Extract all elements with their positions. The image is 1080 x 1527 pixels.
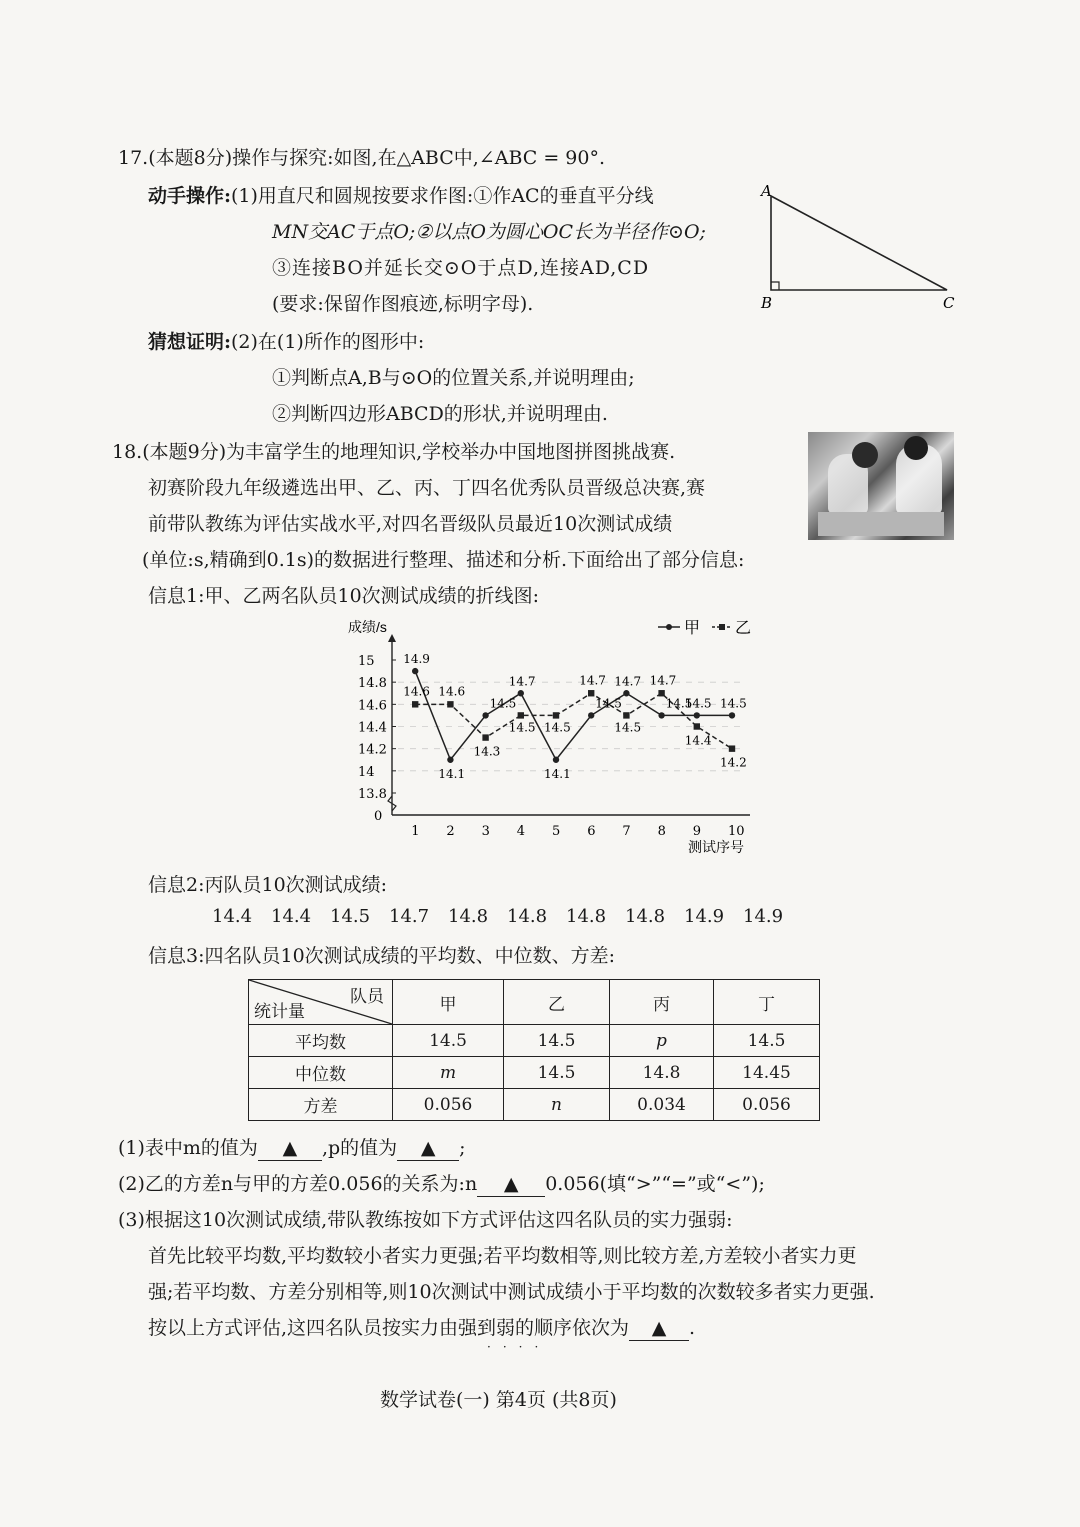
data-label: 14.4	[684, 733, 712, 748]
point-jia	[694, 712, 700, 718]
table-cell: 0.056	[714, 1089, 820, 1121]
bing-score: 14.7	[389, 906, 430, 927]
corner-top-label: 队员	[350, 987, 384, 1007]
line-chart	[340, 612, 780, 862]
x-tick-label: 10	[728, 824, 745, 839]
right-angle-mark	[771, 282, 779, 290]
point-yi	[518, 712, 524, 718]
y-tick-label: 0	[374, 809, 383, 824]
bing-score: 14.4	[212, 906, 253, 927]
x-tick-label: 3	[481, 824, 490, 839]
table-cell: 14.5	[714, 1025, 820, 1057]
legend-marker-jia	[666, 624, 672, 630]
q18-line2: 初赛阶段九年级遴选出甲、乙、丙、丁四名优秀队员晋级总决赛,赛	[148, 477, 706, 499]
data-label: 14.5	[684, 696, 712, 711]
y-tick-label: 14.2	[358, 742, 387, 758]
data-label: 14.5	[614, 720, 642, 735]
x-tick-label: 1	[411, 824, 420, 839]
info1-text: 信息1:甲、乙两名队员10次测试成绩的折线图:	[148, 585, 540, 607]
y-tick-label: 13.8	[358, 787, 387, 802]
x-tick-label: 7	[622, 824, 631, 839]
x-tick-label: 6	[587, 824, 596, 839]
page-footer: 数学试卷(一) 第4页 (共8页)	[380, 1389, 617, 1411]
data-label: 14.6	[403, 684, 430, 699]
answer-blank[interactable]: ▲	[397, 1136, 459, 1161]
triangle-abc	[771, 196, 947, 290]
point-yi	[658, 690, 664, 696]
data-label: 14.5	[508, 720, 536, 735]
q18-line3: 前带队教练为评估实战水平,对四名晋级队员最近10次测试成绩	[148, 513, 673, 535]
table-cell: 0.034	[610, 1089, 714, 1121]
sub-question-3-line1: 首先比较平均数,平均数较小者实力更强;若平均数相等,则比较方差,方差较小者实力更	[148, 1245, 857, 1267]
bing-score: 14.9	[743, 906, 784, 927]
point-jia	[553, 757, 559, 763]
y-tick-label: 14	[358, 764, 375, 780]
data-label: 14.7	[508, 674, 536, 689]
point-jia	[447, 757, 453, 763]
data-label: 14.5	[595, 696, 622, 711]
point-yi	[447, 701, 453, 707]
q17-title: 17.(本题8分)操作与探究:如图,在△ABC中,∠ABC = 90°.	[118, 147, 606, 169]
stats-table	[248, 979, 820, 1121]
data-label: 14.5	[665, 696, 693, 711]
row-label: 方差	[249, 1089, 393, 1121]
vertex-label-b: B	[761, 294, 773, 312]
sub-question-2: (2)乙的方差n与甲的方差0.056的关系为:n ▲ 0.056(填“>”“=”或“<”);	[118, 1173, 765, 1195]
data-label: 14.5	[489, 696, 517, 711]
point-jia	[518, 690, 524, 696]
column-header: 丁	[714, 980, 820, 1025]
data-label: 14.5	[720, 696, 747, 711]
data-label: 14.7	[614, 674, 642, 689]
q17-conjecture-line3: ②判断四边形ABCD的形状,并说明理由.	[272, 403, 608, 425]
column-header: 甲	[393, 980, 504, 1025]
legend-label-yi: 乙	[735, 618, 752, 637]
table-cell: 14.5	[504, 1025, 610, 1057]
legend-label-jia: 甲	[684, 618, 701, 637]
row-label: 中位数	[249, 1057, 393, 1089]
table-cell: 14.8	[610, 1057, 714, 1089]
x-tick-label: 8	[657, 824, 666, 839]
vertex-label-c: C	[943, 294, 955, 312]
table-row	[249, 1057, 820, 1089]
point-yi	[482, 734, 488, 740]
bing-score: 14.8	[448, 906, 489, 927]
point-yi	[588, 690, 594, 696]
point-yi	[623, 712, 629, 718]
data-label: 14.9	[403, 652, 430, 667]
sub-question-3: (3)根据这10次测试成绩,带队教练按如下方式评估这四名队员的实力强弱:	[118, 1209, 733, 1231]
bing-score: 14.5	[330, 906, 371, 927]
data-label: 14.1	[544, 766, 571, 781]
bing-score: 14.8	[625, 906, 666, 927]
legend-marker-yi	[719, 624, 725, 630]
table-corner-cell	[249, 980, 393, 1025]
x-tick-label: 9	[692, 824, 702, 839]
point-jia	[729, 712, 735, 718]
data-label: 14.7	[579, 673, 606, 688]
point-jia	[658, 712, 664, 718]
q17-operation-line1: 动手操作:(1)用直尺和圆规按要求作图:①作AC的垂直平分线	[148, 185, 654, 207]
contest-photo	[808, 432, 954, 540]
sub-question-3-line2: 强;若平均数、方差分别相等,则10次测试中测试成绩小于平均数的次数较多者实力更强.	[148, 1281, 875, 1303]
table-cell: p	[610, 1025, 714, 1057]
column-header: 丙	[610, 980, 714, 1025]
point-yi	[412, 701, 418, 707]
point-jia	[623, 690, 629, 696]
point-jia	[588, 712, 594, 718]
data-label: 14.3	[473, 744, 501, 759]
table-cell: 14.45	[714, 1057, 820, 1089]
x-tick-label: 2	[446, 824, 455, 839]
sub-question-3-line3: 按以上方式评估,这四名队员按实力由强到弱的顺序依次为 ▲ .	[148, 1317, 696, 1339]
table-cell: m	[393, 1057, 504, 1089]
vertex-label-a: A	[761, 182, 772, 200]
bing-scores-row	[212, 906, 802, 927]
q18-title: 18.(本题9分)为丰富学生的地理知识,学校举办中国地图拼图挑战赛.	[112, 441, 676, 463]
answer-blank[interactable]: ▲	[258, 1136, 322, 1161]
emphasis-dots: ····	[487, 1340, 551, 1354]
point-yi	[694, 723, 700, 729]
x-tick-label: 5	[552, 824, 561, 839]
point-jia	[412, 668, 418, 674]
column-header: 乙	[504, 980, 610, 1025]
q17-operation-line4: (要求:保留作图痕迹,标明字母).	[272, 293, 534, 315]
table-row	[249, 1025, 820, 1057]
answer-blank[interactable]: ▲	[477, 1172, 545, 1197]
corner-bottom-label: 统计量	[254, 1002, 305, 1022]
data-label: 14.1	[438, 766, 466, 781]
y-axis-arrow	[388, 634, 396, 642]
y-tick-label: 15	[358, 654, 375, 669]
table-cell: 14.5	[393, 1025, 504, 1057]
x-tick-label: 4	[516, 824, 526, 839]
chart-legend	[658, 618, 751, 637]
bing-score: 14.4	[271, 906, 312, 927]
q18-line4: (单位:s,精确到0.1s)的数据进行整理、描述和分析.下面给出了部分信息:	[142, 549, 745, 571]
q17-conjecture-line2: ①判断点A,B与⊙O的位置关系,并说明理由;	[272, 367, 635, 389]
chart-ylabel: 成绩/s	[348, 619, 387, 635]
chart-xlabel: 测试序号	[688, 839, 744, 855]
point-yi	[553, 712, 559, 718]
bing-score: 14.8	[566, 906, 607, 927]
triangle-abc-figure	[755, 182, 975, 312]
bing-score: 14.8	[507, 906, 548, 927]
data-label: 14.2	[720, 755, 747, 770]
point-jia	[482, 712, 488, 718]
answer-blank[interactable]: ▲	[629, 1316, 689, 1341]
point-yi	[729, 745, 735, 751]
q17-operation-line2: MN交AC于点O;②以点O为圆心OC长为半径作⊙O;	[272, 221, 706, 243]
y-tick-label: 14.6	[358, 698, 387, 714]
sub-question-1: (1)表中m的值为 ▲ ,p的值为 ▲ ;	[118, 1137, 466, 1159]
table-cell: 0.056	[393, 1089, 504, 1121]
q17-conjecture-line1: 猜想证明:(2)在(1)所作的图形中:	[148, 331, 425, 353]
info2-text: 信息2:丙队员10次测试成绩:	[148, 874, 388, 896]
table-header-row	[249, 980, 820, 1025]
data-label: 14.7	[649, 673, 677, 688]
y-tick-label: 14.4	[358, 720, 387, 736]
y-tick-label: 14.8	[358, 676, 387, 692]
data-label: 14.6	[438, 684, 466, 699]
bing-score: 14.9	[684, 906, 725, 927]
table-cell: 14.5	[504, 1057, 610, 1089]
info3-text: 信息3:四名队员10次测试成绩的平均数、中位数、方差:	[148, 945, 616, 967]
q17-operation-line3: ③连接BO并延长交⊙O于点D,连接AD,CD	[272, 257, 650, 279]
data-label: 14.5	[544, 720, 571, 735]
table-row	[249, 1089, 820, 1121]
table-cell: n	[504, 1089, 610, 1121]
row-label: 平均数	[249, 1025, 393, 1057]
